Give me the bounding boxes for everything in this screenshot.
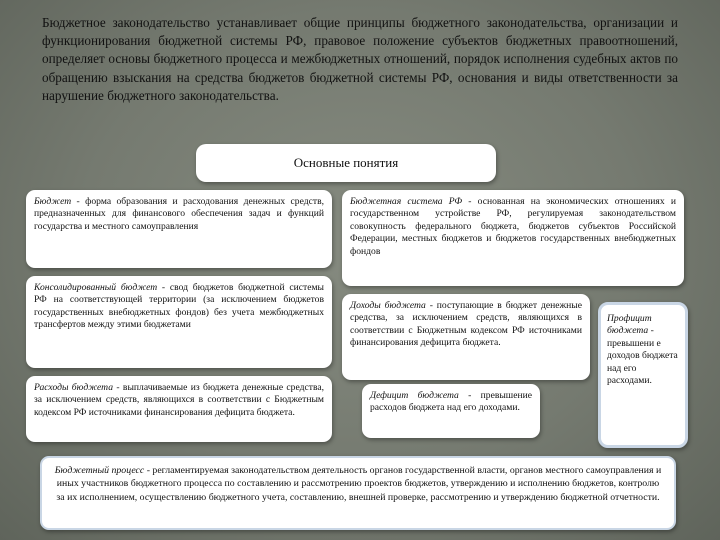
concept-process-term: Бюджетный процесс	[54, 465, 145, 476]
concept-budget-deficit	[362, 384, 540, 438]
concept-expenses-term: Расходы бюджета	[34, 382, 114, 393]
concept-budget-surplus	[598, 302, 688, 448]
section-title-text: Основные понятия	[293, 155, 399, 170]
concept-deficit-definition: - превышение расходов бюджета над его доходами.	[370, 390, 532, 414]
section-title	[196, 144, 496, 182]
concept-consolidated-budget	[26, 276, 332, 368]
concept-process-definition: - регламентируемая законодательством деятельность органов государственной власти, органов местного самоуправления и иных участников бюджетного процесса по составлению и рассмотрению проектов бюджетов, утверждению и исполнению бюджетов, контролю за их исполнением, осуществлению бюджетного учета, составлению, внешней проверке, рассмотрению и утверждению бюджетной отчетности.	[56, 465, 662, 503]
intro-paragraph: Бюджетное законодательство устанавливает общие принципы бюджетного законодательства, организации и функционирования бюджетной системы РФ, правовое положение субъектов бюджетных правоотношений, определяет основы бюджетного процесса и межбюджетных отношений, порядок исполнения судебных актов по обращению взыскания на средства бюджетов бюджетной системы РФ, основания и виды ответственности за нарушение бюджетного законодательства.	[42, 15, 678, 103]
concept-consolidated-term: Консолидированный бюджет	[34, 282, 158, 293]
concept-budget-expenses	[26, 376, 332, 442]
concept-budget	[26, 190, 332, 268]
concept-budget-term: Бюджет	[34, 196, 72, 207]
concept-consolidated-definition: - свод бюджетов бюджетной системы РФ на соответствующей территории (за исключением бюджетов государственных внебюджетных фондов) без учета межбюджетных трансфертов между этими бюджетами	[34, 282, 325, 331]
concept-system-term: Бюджетная система РФ	[350, 196, 463, 207]
concept-budget-definition: - форма образования и расходования денежных средств, предназначенных для финансового обеспечения задач и функций государства и местного самоуправления	[34, 196, 324, 232]
concept-deficit-term: Дефицит бюджета	[370, 390, 459, 401]
concept-budget-system	[342, 190, 684, 286]
concept-surplus-term: Профицит бюджета	[607, 313, 652, 337]
concept-surplus-definition: - превышени е доходов бюджета над его расходами.	[607, 325, 678, 387]
concept-income-definition: - поступающие в бюджет денежные средства, за исключением средств, являющихся в соответствии с Бюджетным кодексом РФ источниками финансирования дефицита бюджета.	[350, 300, 582, 349]
concept-system-definition: - основанная на экономических отношениях и государственном устройстве РФ, регулируемая законодательством совокупность федерального бюджета, бюджетов субъектов Российской Федерации, местных бюджетов и бюджетов государственных внебюджетных фондов	[350, 196, 676, 257]
concept-income-term: Доходы бюджета	[350, 300, 426, 311]
concept-budget-process	[40, 456, 676, 530]
concept-budget-income	[342, 294, 590, 380]
concept-expenses-definition: - выплачиваемые из бюджета денежные средства, за исключением средств, являющихся в соответствии с Бюджетным кодексом РФ источниками финансирования дефицита бюджета.	[34, 382, 325, 418]
